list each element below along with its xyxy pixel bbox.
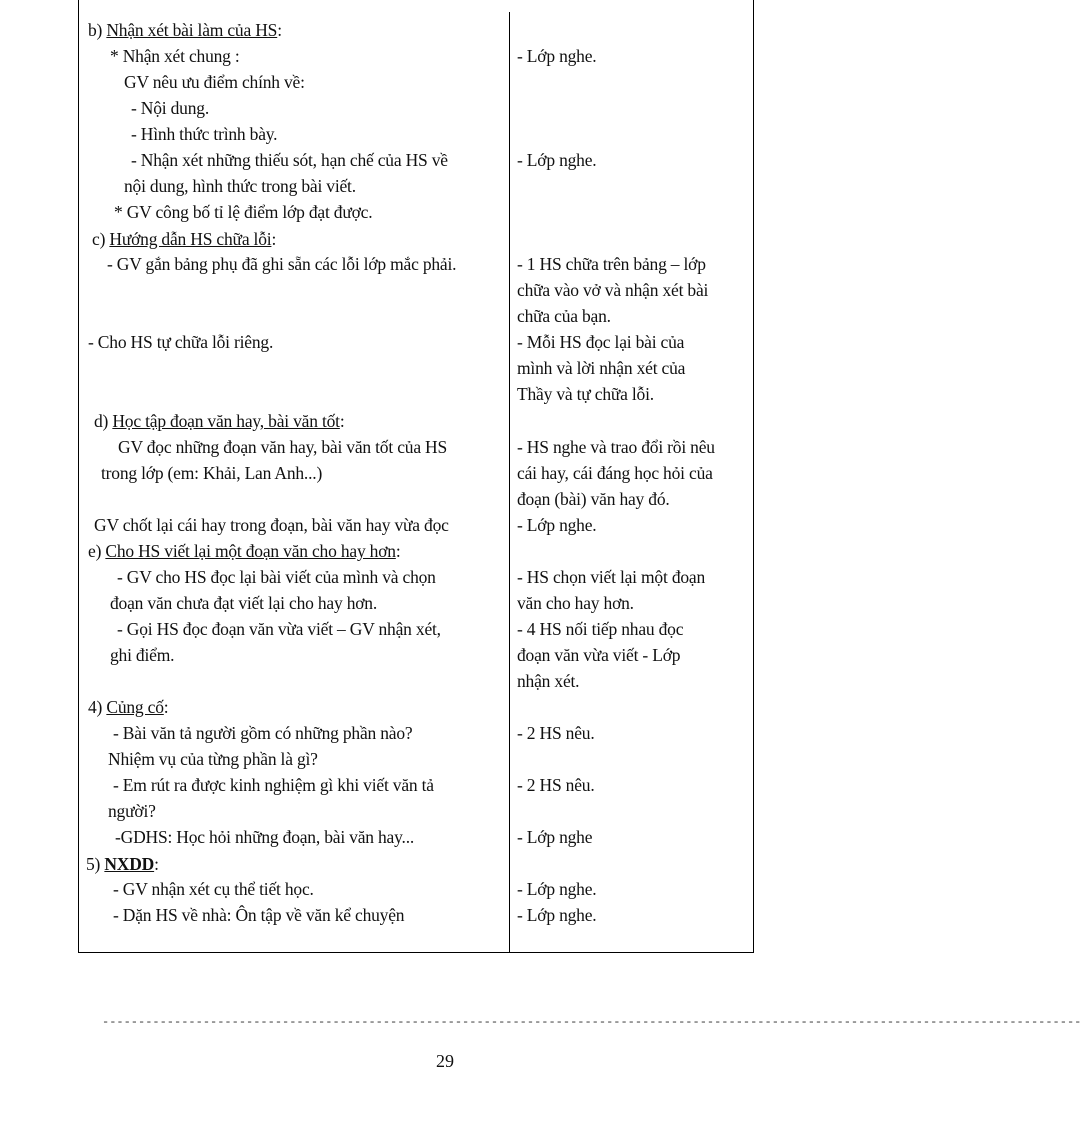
section-b-heading	[88, 19, 282, 41]
right-line: mình và lời nhận xét của	[517, 358, 686, 378]
left-line: nội dung, hình thức trong bài viết.	[124, 176, 356, 196]
right-line: - HS nghe và trao đổi rồi nêu	[517, 437, 715, 457]
section-b-prefix: b)	[88, 20, 107, 40]
left-line: - Dặn HS về nhà: Ôn tập về văn kể chuyện	[113, 905, 405, 925]
right-line: - Lớp nghe.	[517, 150, 597, 170]
section-4-heading	[88, 696, 168, 718]
left-line: - Nội dung.	[131, 98, 210, 118]
section-5-heading	[86, 853, 159, 875]
column-divider	[509, 12, 510, 953]
left-line: GV đọc những đoạn văn hay, bài văn tốt của HS	[118, 437, 448, 457]
left-line: GV chốt lại cái hay trong đoạn, bài văn hay vừa đọc	[94, 515, 449, 535]
left-line: - Cho HS tự chữa lỗi riêng.	[88, 332, 274, 352]
section-d-colon: :	[339, 411, 345, 431]
right-line: nhận xét.	[517, 671, 580, 691]
right-line: đoạn văn vừa viết - Lớp	[517, 645, 681, 665]
left-line: đoạn văn chưa đạt viết lại cho hay hơn.	[110, 593, 378, 613]
left-line: người?	[108, 801, 156, 821]
right-line: - HS chọn viết lại một đoạn	[517, 567, 706, 587]
right-line: - 2 HS nêu.	[517, 723, 595, 743]
section-c-prefix: c)	[92, 229, 110, 249]
right-line: Thầy và tự chữa lỗi.	[517, 384, 654, 404]
right-line: - Lớp nghe.	[517, 515, 597, 535]
right-line: đoạn (bài) văn hay đó.	[517, 489, 670, 509]
section-c-heading	[92, 228, 276, 250]
right-line: - Lớp nghe.	[517, 905, 597, 925]
left-line: ghi điểm.	[110, 645, 175, 665]
left-line: - Bài văn tả người gồm có những phần nào?	[113, 723, 413, 743]
section-c-colon: :	[271, 229, 277, 249]
left-line: * GV công bố tỉ lệ điểm lớp đạt được.	[114, 202, 373, 222]
left-line: - Hình thức trình bày.	[131, 124, 278, 144]
left-line: - Nhận xét những thiếu sót, hạn chế của HS về	[131, 150, 448, 170]
right-line: cái hay, cái đáng học hỏi của	[517, 463, 713, 483]
left-line: - GV cho HS đọc lại bài viết của mình và chọn	[117, 567, 436, 587]
section-b-title: Nhận xét bài làm của HS	[106, 20, 278, 40]
right-line: - Mỗi HS đọc lại bài của	[517, 332, 685, 352]
right-line: chữa của bạn.	[517, 306, 611, 326]
section-d-title: Học tập đoạn văn hay, bài văn tốt	[112, 411, 340, 431]
section-b-colon: :	[277, 20, 282, 40]
right-line: - 1 HS chữa trên bảng – lớp	[517, 254, 706, 274]
right-line: - Lớp nghe.	[517, 879, 597, 899]
page-number: 29	[436, 1051, 454, 1071]
right-line: - 2 HS nêu.	[517, 775, 595, 795]
section-5-colon: :	[154, 854, 159, 874]
section-e-title: Cho HS viết lại một đoạn văn cho hay hơn	[105, 541, 396, 561]
right-line: văn cho hay hơn.	[517, 593, 634, 613]
section-4-title: Củng cố	[106, 697, 164, 717]
left-line: - Gọi HS đọc đoạn văn vừa viết – GV nhận xét,	[117, 619, 441, 639]
section-d-prefix: d)	[94, 411, 113, 431]
left-line: * Nhận xét chung :	[110, 46, 240, 66]
left-line: - GV nhận xét cụ thể tiết học.	[113, 879, 314, 899]
left-line: - GV gắn bảng phụ đã ghi sẵn các lỗi lớp mắc phải.	[107, 254, 457, 274]
left-line: trong lớp (em: Khải, Lan Anh...)	[101, 463, 323, 483]
section-c-title: Hướng dẫn HS chữa lỗi	[109, 229, 272, 249]
section-4-colon: :	[163, 697, 169, 717]
right-line: - Lớp nghe.	[517, 46, 597, 66]
section-e-heading	[88, 540, 401, 562]
right-line: - 4 HS nối tiếp nhau đọc	[517, 619, 684, 639]
right-line: - Lớp nghe	[517, 827, 593, 847]
left-line: - Em rút ra được kinh nghiệm gì khi viết văn tả	[113, 775, 434, 795]
section-5-prefix: 5)	[86, 854, 105, 874]
section-e-colon: :	[395, 541, 401, 561]
section-4-prefix: 4)	[88, 697, 107, 717]
left-line: GV nêu ưu điểm chính về:	[124, 72, 305, 92]
section-e-prefix: e)	[88, 541, 106, 561]
section-5-title: NXDD	[104, 854, 155, 874]
section-d-heading	[94, 410, 345, 432]
left-line: Nhiệm vụ của từng phần là gì?	[108, 749, 318, 769]
left-line: -GDHS: Học hỏi những đoạn, bài văn hay...	[115, 827, 415, 847]
right-line: chữa vào vở và nhận xét bài	[517, 280, 709, 300]
footer-separator: ----------------------------------------------------------------------------------------------------------------------------------------	[102, 1015, 1081, 1029]
